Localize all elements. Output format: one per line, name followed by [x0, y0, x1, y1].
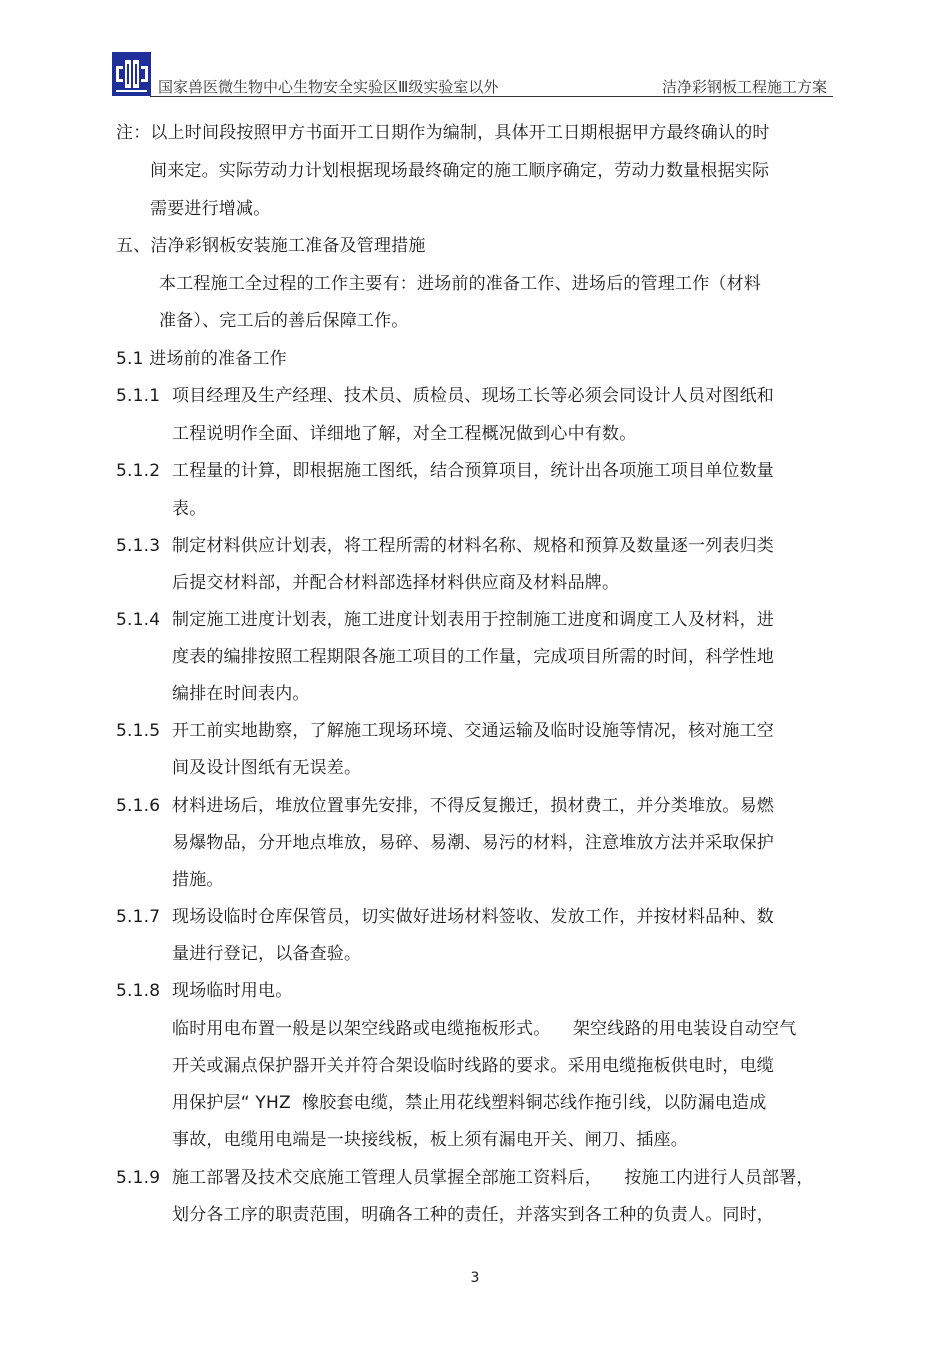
company-logo-icon — [112, 52, 151, 96]
item-text: 材料进场后，堆放位置事先安排，不得反复搬迁，损材费工，并分类堆放。易燃 — [172, 796, 774, 816]
item-number: 5.1.9 — [116, 1168, 161, 1188]
item-5-1-6 — [116, 796, 774, 816]
item-text: 制定材料供应计划表，将工程所需的材料名称、规格和预算及数量逐一列表归类 — [172, 536, 774, 556]
item-text-continued: 工程说明作全面、详细地了解，对全工程概况做到心中有数。 — [172, 424, 637, 444]
item-number: 5.1.3 — [116, 536, 161, 556]
section-5-heading: 五、洁净彩钢板安装施工准备及管理措施 — [116, 236, 426, 256]
item-number: 5.1.1 — [116, 386, 161, 406]
item-number: 5.1.6 — [116, 796, 161, 816]
item-number: 5.1.5 — [116, 721, 161, 741]
section-5-1-heading: 5.1 进场前的准备工作 — [116, 349, 287, 369]
item-text: 施工部署及技术交底施工管理人员掌握全部施工资料后， 按施工内进行人员部署， — [172, 1168, 814, 1188]
item-text-continued: 划分各工序的职责范围，明确各工种的责任，并落实到各工种的负责人。同时， — [172, 1205, 774, 1225]
header-plan-name: 洁净彩钢板工程施工方案 — [661, 78, 827, 96]
item-5-1-8 — [116, 981, 292, 1001]
item-number: 5.1.8 — [116, 981, 161, 1001]
item-text-continued: 临时用电布置一般是以架空线路或电缆拖板形式。 架空线路的用电装设自动空气 — [172, 1019, 797, 1039]
item-text-continued: 易爆物品，分开地点堆放，易碎、易潮、易污的材料，注意堆放方法并采取保护 — [172, 833, 774, 853]
item-text-continued: 用保护层“ YHZ 橡胶套电缆，禁止用花线塑料铜芯线作拖引线，以防漏电造成 — [172, 1093, 767, 1113]
item-5-1-9 — [116, 1168, 814, 1188]
item-text: 工程量的计算，即根据施工图纸，结合预算项目，统计出各项施工项目单位数量 — [172, 461, 774, 481]
note-line: 间来定。实际劳动力计划根据现场最终确定的施工顺序确定，劳动力数量根据实际 — [150, 161, 770, 181]
header-document-title: 国家兽医微生物中心生物安全实验区Ⅲ级实验室以外 — [158, 78, 499, 96]
item-number: 5.1.7 — [116, 907, 161, 927]
item-5-1-4 — [116, 610, 774, 630]
item-5-1-2 — [116, 461, 774, 481]
item-number: 5.1.4 — [116, 610, 161, 630]
item-5-1-7 — [116, 907, 774, 927]
item-text-continued: 后提交材料部，并配合材料部选择材料供应商及材料品牌。 — [172, 573, 620, 593]
item-text-continued: 编排在时间表内。 — [172, 684, 310, 704]
item-number: 5.1.2 — [116, 461, 161, 481]
item-text-continued: 表。 — [172, 499, 207, 519]
item-text-continued: 量进行登记，以备查验。 — [172, 944, 362, 964]
item-text-continued: 度表的编排按照工程期限各施工项目的工作量，完成项目所需的时间，科学性地 — [172, 647, 774, 667]
item-text: 现场设临时仓库保管员，切实做好进场材料签收、发放工作，并按材料品种、数 — [172, 907, 774, 927]
item-text: 现场临时用电。 — [172, 981, 293, 1001]
item-5-1-3 — [116, 536, 774, 556]
item-text: 开工前实地勘察，了解施工现场环境、交通运输及临时设施等情况，核对施工空 — [172, 721, 774, 741]
item-5-1-5 — [116, 721, 774, 741]
item-text-continued: 措施。 — [172, 870, 224, 890]
section-5-intro-line: 本工程施工全过程的工作主要有：进场前的准备工作、进场后的管理工作（材料 — [159, 274, 761, 294]
note-line: 需要进行增减。 — [150, 199, 271, 219]
page-number: 3 — [470, 1270, 480, 1286]
section-5-intro-line: 准备）、完工后的善后保障工作。 — [159, 311, 409, 331]
note-line: 注：以上时间段按照甲方书面开工日期作为编制，具体开工日期根据甲方最终确认的时 — [116, 123, 770, 143]
item-5-1-1 — [116, 386, 774, 406]
item-text-continued: 开关或漏点保护器开关并符合架设临时线路的要求。采用电缆拖板供电时，电缆 — [172, 1056, 774, 1076]
item-text: 项目经理及生产经理、技术员、质检员、现场工长等必须会同设计人员对图纸和 — [172, 386, 774, 406]
item-text-continued: 事故，电缆用电端是一块接线板，板上须有漏电开关、闸刀、插座。 — [172, 1130, 688, 1150]
item-text-continued: 间及设计图纸有无误差。 — [172, 758, 362, 778]
header-divider — [150, 96, 833, 97]
item-text: 制定施工进度计划表，施工进度计划表用于控制施工进度和调度工人及材料，进 — [172, 610, 774, 630]
